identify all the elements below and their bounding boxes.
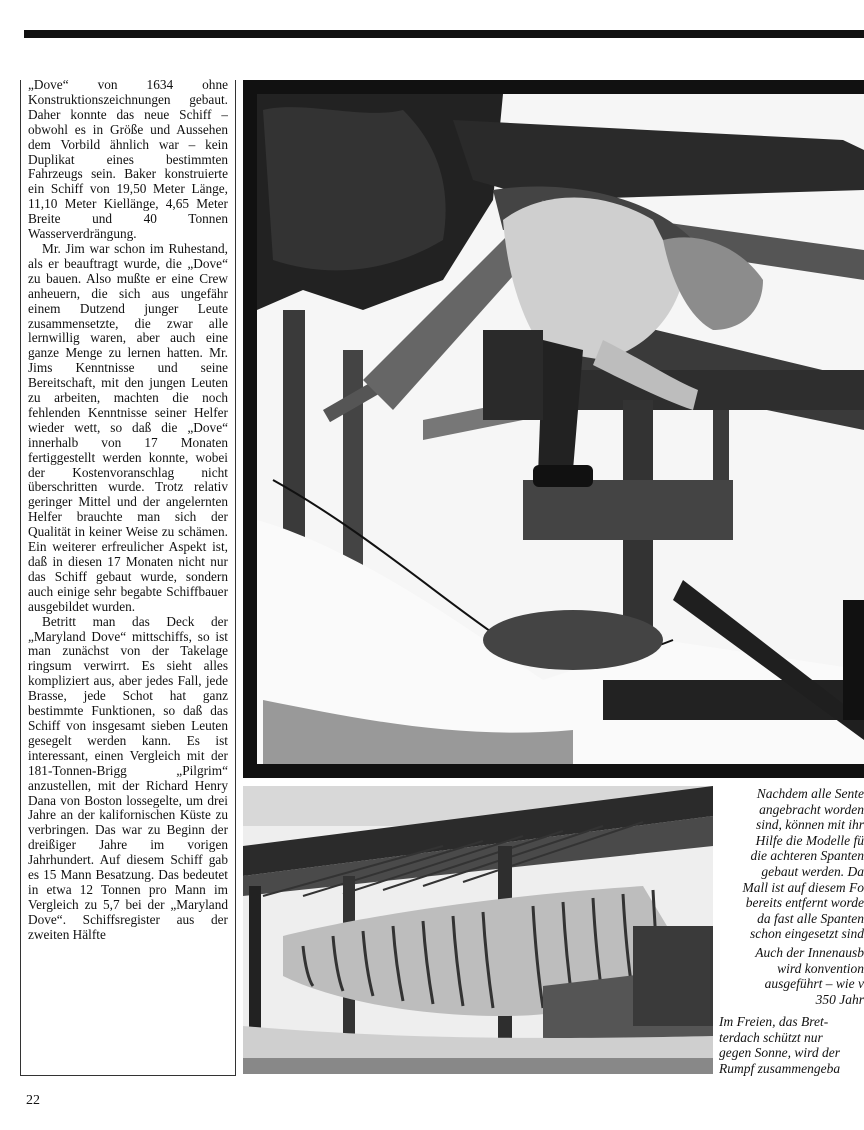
caption-line: bereits entfernt worde xyxy=(745,895,864,911)
caption-line: Hilfe die Modelle fü xyxy=(755,832,864,848)
caption-line: sind, können mit ihr xyxy=(756,817,864,833)
article-body xyxy=(28,78,228,1073)
article-paragraph: „Dove“ von 1634 ohne Konstruktionszeichnungen gebaut. Daher konnte das neue Schiff – obwohl es in Größe und Aussehen dem Vorbild ähnlich war – kein Duplikat eines bestimmten Fahrzeugs sein. Baker konstruierte ein Schiff von 19,50 Meter Länge, 11,10 Meter Kiellänge, 4,65 Meter Breite und 40 Tonnen Wasserverdrängung. xyxy=(28,78,228,242)
caption-line: angebracht worden xyxy=(759,801,864,817)
photo-shipwright-illustration xyxy=(243,80,864,778)
caption-line: Auch der Innenausb xyxy=(755,945,864,960)
photo-shipwright-working xyxy=(243,80,864,778)
top-rule xyxy=(24,30,864,38)
caption-line: gebaut werden. Da xyxy=(761,863,864,879)
caption-line: wird konvention xyxy=(777,960,864,976)
left-column-rule xyxy=(20,80,21,1075)
caption-line: die achteren Spanten xyxy=(750,848,864,864)
bottom-rule xyxy=(20,1075,236,1076)
photo-hull-illustration xyxy=(243,786,713,1074)
caption-sente xyxy=(714,786,864,942)
photo-hull-construction xyxy=(243,786,713,1074)
page-number: 22 xyxy=(26,1093,40,1108)
caption-line: schon eingesetzt sind xyxy=(750,926,864,942)
article-paragraph: Betritt man das Deck der „Maryland Dove“ mittschiffs, so ist man zunächst von der Takelage ringsum verwirrt. Es sieht alles kompliziert aus, aber jedes Fall, jede Brasse, jede Schot hat ganz bestimmte Funktionen, so daß das Schiff von insgesamt sieben Leuten gesegelt werden kann. Es ist interessant, einen Vergleich mit der 181-Tonnen-Brigg „Pilgrim“ anzustellen, mit der Richard Henry Dana von Boston lossegelte, um drei Jahre an der kalifornischen Küste zu verbringen. Das war zu Beginn der dreißiger Jahre im vorigen Jahrhundert. Auf diesem Schiff gab es 15 Mann Besatzung. Das bedeutet in etwa 12 Tonnen pro Mann im Vergleich zu 5,7 bei der „Maryland Dove“. Schiffsregister aus der zweiten Hälfte xyxy=(28,613,228,942)
caption-line: Nachdem alle Sente xyxy=(756,786,864,801)
caption-innenausbau xyxy=(714,945,864,1007)
caption-line: terdach schützt nur xyxy=(719,1029,823,1045)
caption-line: Mall ist auf diesem Fo xyxy=(742,879,864,895)
column-rule xyxy=(235,80,236,1075)
caption-im-freien xyxy=(719,1014,864,1076)
caption-line: gegen Sonne, wird der xyxy=(719,1045,840,1061)
caption-line: 350 Jahr xyxy=(815,991,864,1007)
caption-line: da fast alle Spanten xyxy=(757,910,864,926)
caption-line: Im Freien, das Bret- xyxy=(719,1014,829,1029)
caption-line: Rumpf zusammengeba xyxy=(719,1060,841,1076)
caption-line: ausgeführt – wie v xyxy=(764,976,864,992)
article-paragraph: Mr. Jim war schon im Ruhestand, als er beauftragt wurde, die „Dove“ zu bauen. Also mußte er eine Crew anheuern, die sich aus ungefähr einem Dutzend junger Leute zusammensetzte, die zwar alle lernwillig waren, aber auch eine ganze Menge zu lernen hatten. Mr. Jims Kenntnisse und seine Bereitschaft, mit den jungen Leuten zu arbeiten, machten die noch fehlenden Kenntnisse seiner Helfer wieder wett, so daß die „Dove“ innerhalb von 17 Monaten fertiggestellt werden konnte, wobei der Kostenvoranschlag nicht überschritten wurde. Trotz relativ geringer Mittel und der angelernten Helfer brauchte man sich der Qualität in keiner Weise zu schämen. Ein weiterer erfreulicher Aspekt ist, daß in diesen 17 Monaten nicht nur das Schiff gebaut wurde, sondern auch einige sehr begabte Schiffbauer ausgebildet wurden. xyxy=(28,240,228,614)
